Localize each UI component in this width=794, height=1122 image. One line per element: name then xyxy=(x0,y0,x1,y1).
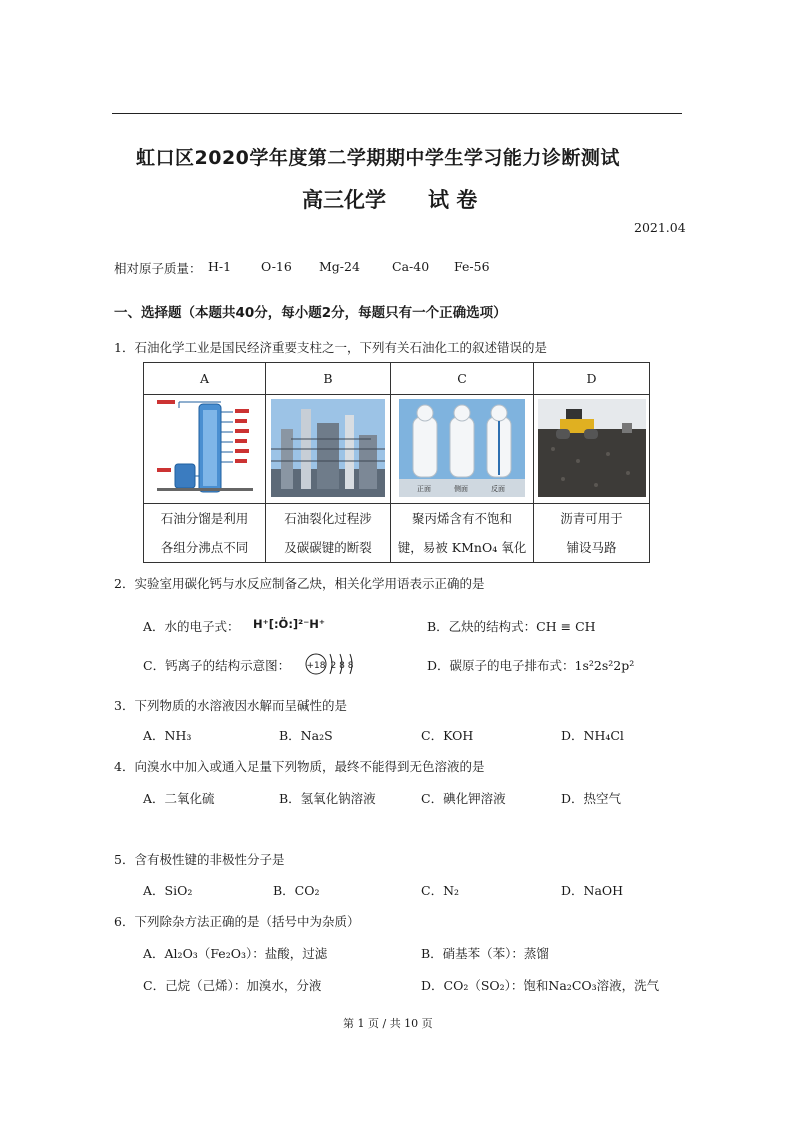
q1-stem: 1．石油化学工业是国民经济重要支柱之一，下列有关石油化工的叙述错误的是 xyxy=(114,340,547,355)
atomic-mass-ca: Ca-40 xyxy=(392,259,430,274)
q1-image-d xyxy=(534,395,650,504)
q6-option-d: D．CO₂（SO₂）：饱和Na₂CO₃溶液，洗气 xyxy=(421,978,660,993)
suit-label-back: 反面 xyxy=(491,484,505,493)
q5-option-d: D．NaOH xyxy=(561,883,624,898)
header-rule xyxy=(112,113,682,114)
q1-caption-b-line2: 及碳碳键的断裂 xyxy=(284,540,372,555)
q1-caption-c-line1: 聚丙烯含有不饱和 xyxy=(411,511,512,526)
q2-option-a-formula: H⁺[:Ö:]²⁻H⁺ xyxy=(253,617,325,631)
q6-stem: 6．下列除杂方法正确的是（括号中为杂质） xyxy=(114,914,360,929)
distillation-tower-image xyxy=(149,398,261,498)
q2-option-d: D．碳原子的电子排布式：1s²2s²2p² xyxy=(427,658,635,673)
q4-option-b: B．氢氧化钠溶液 xyxy=(279,791,376,806)
q3-stem: 3．下列物质的水溶液因水解而呈碱性的是 xyxy=(114,698,347,713)
q4-stem: 4．向溴水中加入或通入足量下列物质，最终不能得到无色溶液的是 xyxy=(114,759,485,774)
q1-col-b: B xyxy=(266,363,391,395)
asphalt-road-image xyxy=(538,399,646,497)
q2-stem: 2．实验室用碳化钙与水反应制备乙炔，相关化学用语表示正确的是 xyxy=(114,576,485,591)
ion-nucleus-charge: +18 xyxy=(306,661,326,671)
q1-caption-d xyxy=(534,504,650,563)
suit-label-front: 正面 xyxy=(417,484,431,493)
q1-col-c: C xyxy=(391,363,534,395)
q5-option-c: C．N₂ xyxy=(421,883,460,898)
section-heading: 一、选择题（本题共40分，每小题2分，每题只有一个正确选项） xyxy=(114,305,507,321)
q6-option-a: A．Al₂O₃（Fe₂O₃）：盐酸，过滤 xyxy=(143,946,328,961)
q3-option-a: A．NH₃ xyxy=(143,728,192,743)
q2-option-c-label: C．钙离子的结构示意图： xyxy=(143,658,291,673)
atomic-mass-h: H-1 xyxy=(208,259,232,274)
q1-caption-d-line2: 铺设马路 xyxy=(566,540,617,555)
q1-caption-c-line2: 键，易被 KMnO₄ 氧化 xyxy=(397,540,527,555)
ion-shells: 2 8 8 xyxy=(330,661,354,671)
page-subtitle: 高三化学 试 卷 xyxy=(302,188,478,212)
page-title: 虹口区2020学年度第二学期期中学生学习能力诊断测试 xyxy=(136,147,620,169)
q3-option-b: B．Na₂S xyxy=(279,728,333,743)
q1-col-d: D xyxy=(534,363,650,395)
exam-date: 2021.04 xyxy=(634,220,686,235)
protective-suit-image xyxy=(399,399,525,497)
q1-image-c xyxy=(391,395,534,504)
q2-option-a-label: A．水的电子式： xyxy=(143,619,240,634)
suit-label-side: 侧面 xyxy=(454,484,468,493)
q1-table xyxy=(143,362,650,563)
q5-stem: 5．含有极性键的非极性分子是 xyxy=(114,852,285,867)
refinery-image xyxy=(271,399,385,497)
q1-caption-a-line2: 各组分沸点不同 xyxy=(160,540,249,555)
q4-option-a: A．二氧化硫 xyxy=(143,791,215,806)
q1-caption-b xyxy=(266,504,391,563)
q1-col-a: A xyxy=(144,363,266,395)
q4-option-d: D．热空气 xyxy=(561,791,622,806)
q1-caption-a xyxy=(144,504,266,563)
q5-option-b: B．CO₂ xyxy=(273,883,320,898)
atomic-mass-mg: Mg-24 xyxy=(319,259,360,274)
q1-image-a xyxy=(144,395,266,504)
q1-caption-d-line1: 沥青可用于 xyxy=(560,511,623,526)
page-number: 第 1 页 / 共 10 页 xyxy=(343,1017,433,1030)
q5-option-a: A．SiO₂ xyxy=(143,883,193,898)
q3-option-d: D．NH₄Cl xyxy=(561,728,624,743)
q1-caption-a-line1: 石油分馏是利用 xyxy=(160,511,249,526)
atomic-mass-label: 相对原子质量： xyxy=(114,261,202,276)
atomic-mass-o: O-16 xyxy=(261,259,292,274)
q3-option-c: C．KOH xyxy=(421,728,474,743)
q6-option-b: B．硝基苯（苯）：蒸馏 xyxy=(421,946,549,961)
q4-option-c: C．碘化钾溶液 xyxy=(421,791,506,806)
q6-option-c: C．己烷（己烯）：加溴水，分液 xyxy=(143,978,322,993)
q2-option-b: B．乙炔的结构式：CH ≡ CH xyxy=(427,619,596,634)
calcium-ion-diagram xyxy=(303,650,359,678)
atomic-mass-fe: Fe-56 xyxy=(454,259,490,274)
q1-caption-b-line1: 石油裂化过程涉 xyxy=(284,511,372,526)
q1-caption-c xyxy=(391,504,534,563)
q1-image-b xyxy=(266,395,391,504)
